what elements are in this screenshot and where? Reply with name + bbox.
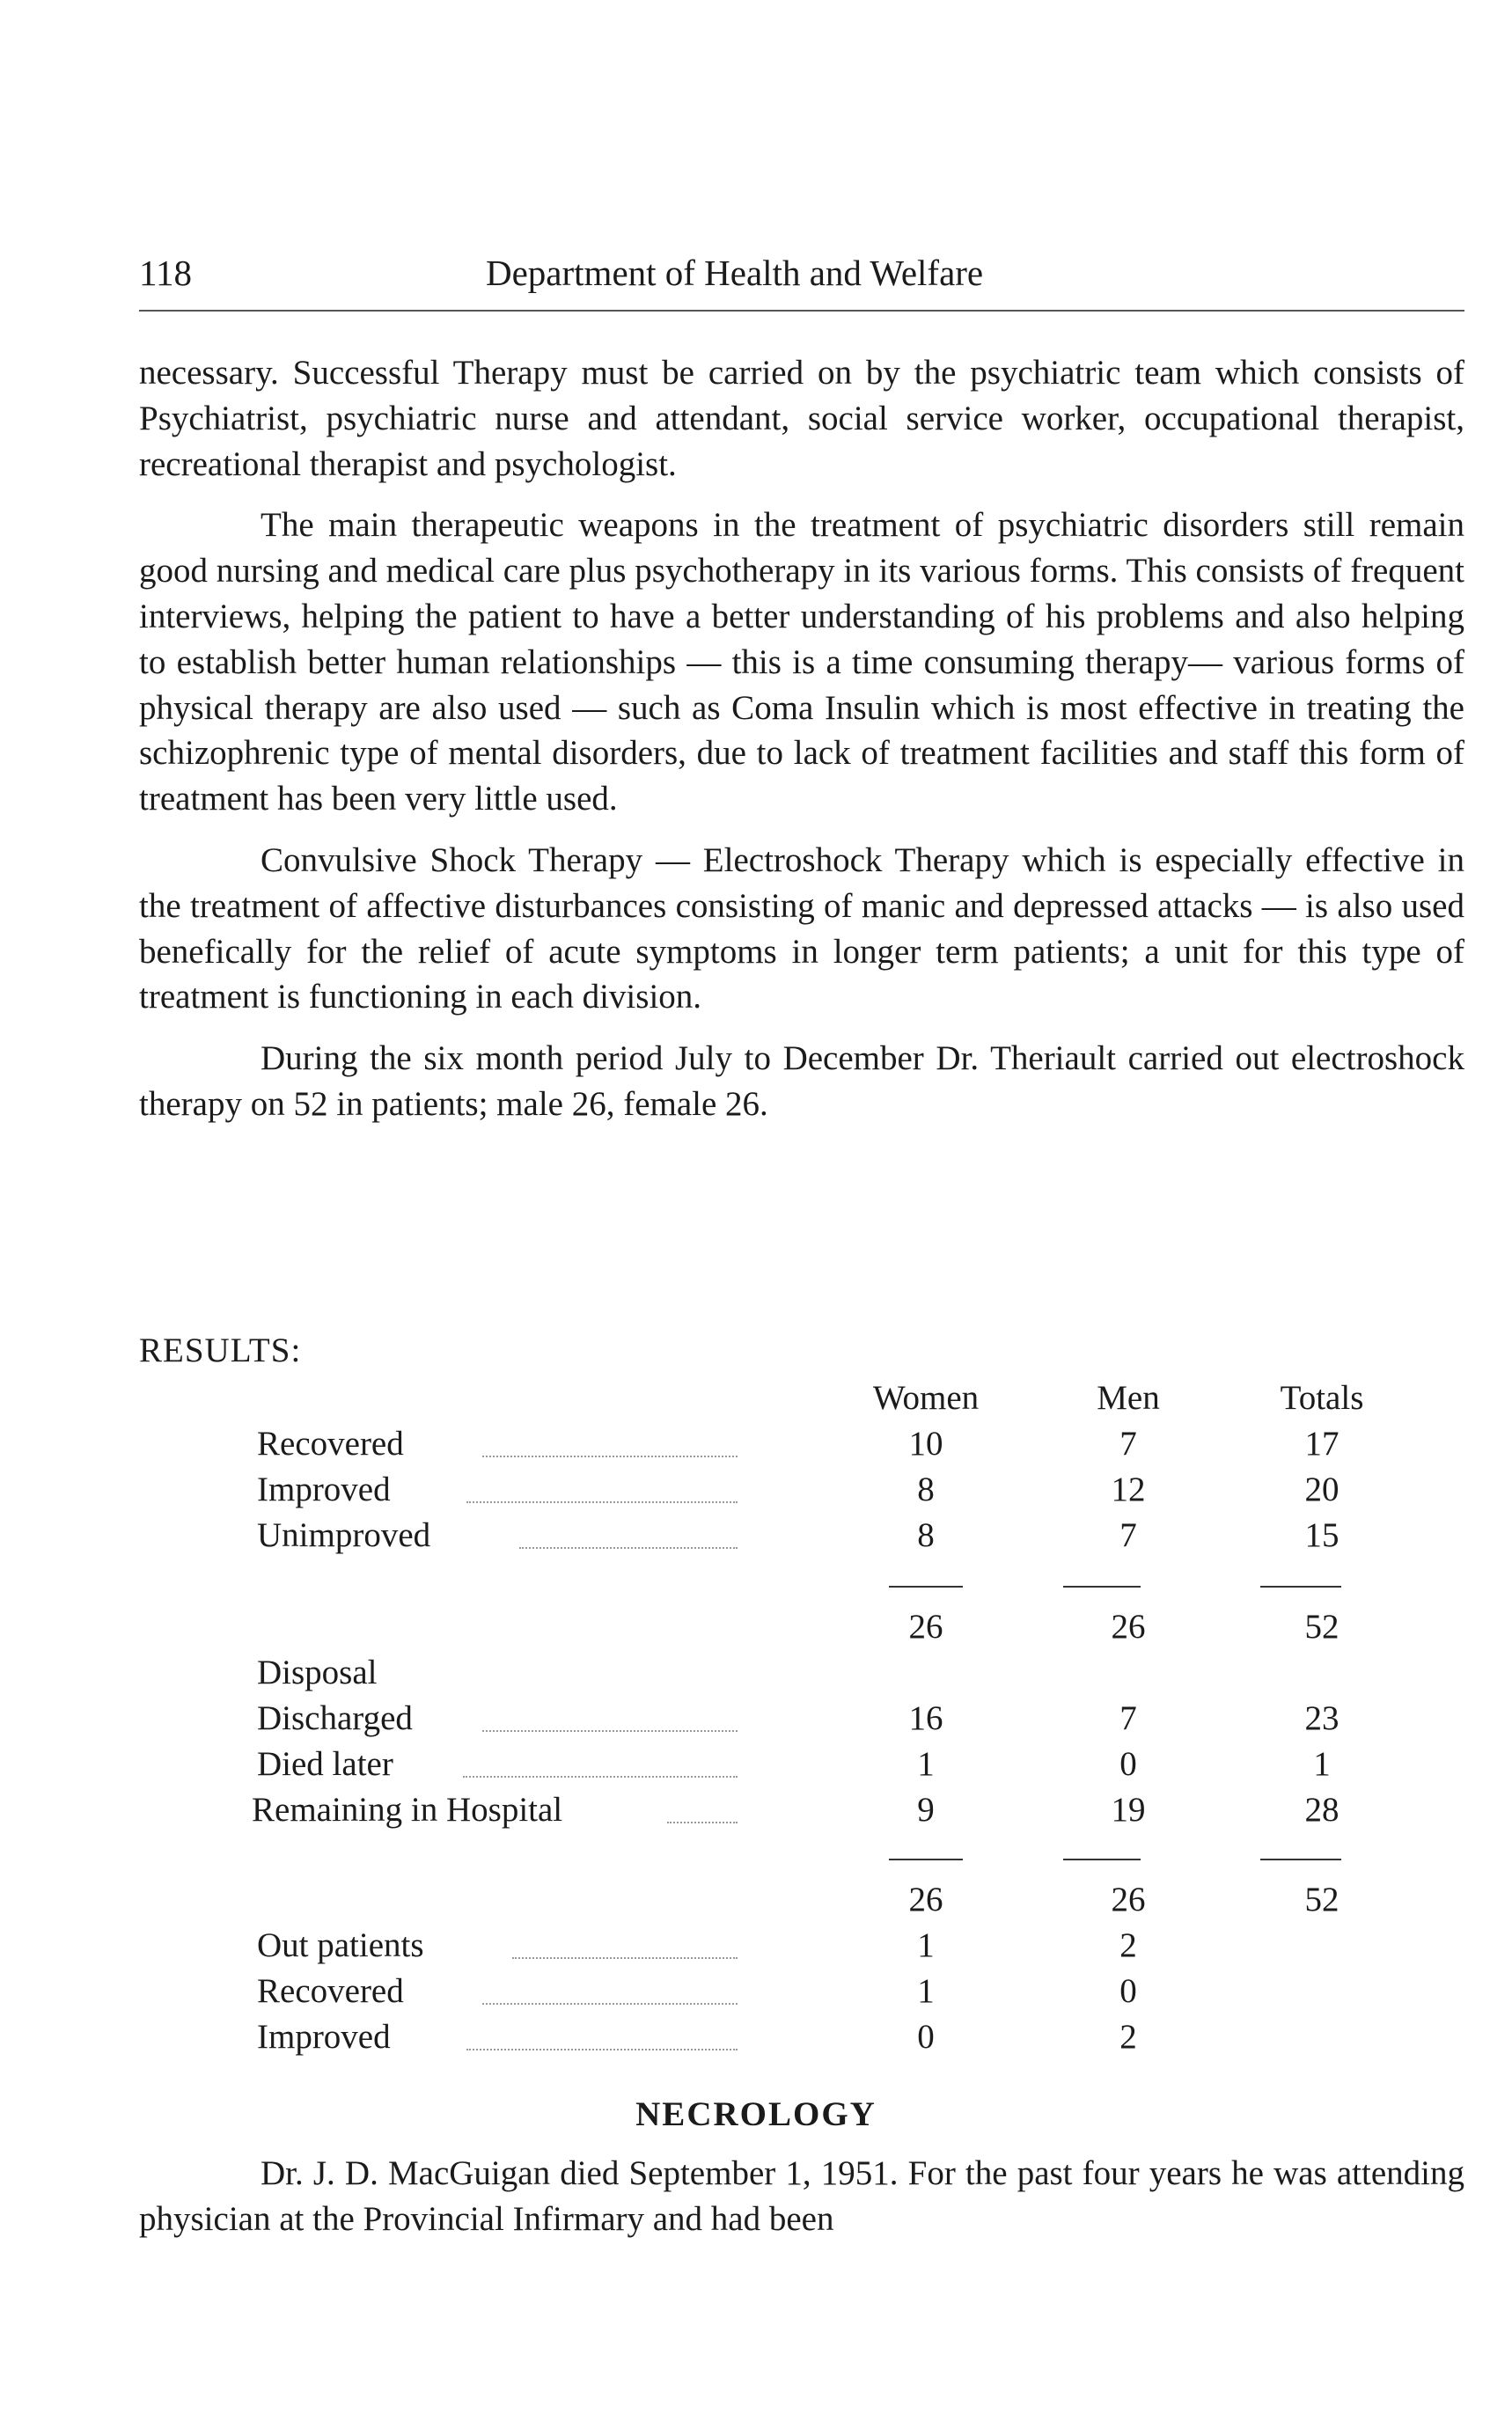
- page-number: 118: [139, 253, 192, 293]
- row-label: Remaining in Hospital: [252, 1791, 563, 1829]
- row-label: Improved: [257, 1471, 391, 1508]
- paragraph-therapeutic-weapons: The main therapeutic weapons in the treatment of psychiatric disorders still remain good nursing and medical care plus psychotherapy in its various forms. This consists of frequent interviews, helping the patient to have a better understanding of his problems and also helping to establish better human relationships — this is a time consuming therapy— various forms of physical therapy are also used — such as Coma Insulin which is most effective in treating the schizophrenic type of mental disorders, due to lack of treatment facilities and staff this form of treatment has been very little used.: [139, 506, 1464, 818]
- cell-totals: 1: [1313, 1745, 1331, 1783]
- cell-men: 0: [1119, 1745, 1137, 1783]
- cell-men: 7: [1119, 1699, 1137, 1737]
- table-row: [0, 1926, 1512, 1971]
- dot-leader: [466, 2049, 738, 2050]
- row-label: Improved: [257, 2018, 391, 2056]
- cell-men: 7: [1119, 1516, 1137, 1554]
- running-title: Department of Health and Welfare: [486, 253, 984, 293]
- column-header-women: Women: [872, 1379, 980, 1417]
- table-total-row: [0, 1607, 1512, 1653]
- cell-men: 0: [1119, 1972, 1137, 2010]
- cell-men: 12: [1111, 1471, 1146, 1508]
- table-row: [0, 1424, 1512, 1470]
- total-men: 26: [1111, 1608, 1146, 1646]
- dot-leader: [466, 1501, 738, 1503]
- row-label: Out patients: [257, 1926, 424, 1964]
- total-totals: 52: [1304, 1881, 1340, 1918]
- row-label: Recovered: [257, 1425, 404, 1463]
- cell-women: 10: [908, 1425, 943, 1463]
- dot-leader: [482, 2003, 738, 2005]
- table-row: [0, 1790, 1512, 1836]
- cell-women: 9: [917, 1791, 935, 1829]
- cell-women: 1: [917, 1926, 935, 1964]
- total-totals: 52: [1304, 1608, 1340, 1646]
- necrology-paragraph: Dr. J. D. MacGuigan died September 1, 1951. For the past four years he was attending physician at the Provincial Infirmary and had been: [139, 2154, 1464, 2238]
- row-label: Recovered: [257, 1972, 404, 2010]
- cell-men: 7: [1119, 1425, 1137, 1463]
- sum-rule: [1260, 1586, 1341, 1588]
- table-total-row: [0, 1880, 1512, 1926]
- cell-totals: 15: [1304, 1516, 1340, 1554]
- cell-men: 2: [1119, 2018, 1137, 2056]
- cell-women: 16: [908, 1699, 943, 1737]
- cell-totals: 28: [1304, 1791, 1340, 1829]
- dot-leader: [482, 1730, 738, 1732]
- table-row: [0, 1971, 1512, 2017]
- dot-leader: [667, 1822, 738, 1823]
- sum-rule: [1260, 1859, 1341, 1860]
- disposal-label: Disposal: [257, 1654, 378, 1691]
- cell-totals: 20: [1304, 1471, 1340, 1508]
- cell-women: 1: [917, 1972, 935, 2010]
- cell-women: 0: [917, 2018, 935, 2056]
- dot-leader: [463, 1776, 738, 1778]
- paragraph-continuation: necessary. Successful Therapy must be carried on by the psychiatric team which consists of Psychiatrist, psychiatric nurse and attendant, social service worker, occupational therapist, recreational therapist and psychologist.: [139, 354, 1464, 483]
- cell-women: 1: [917, 1745, 935, 1783]
- column-header-totals: Totals: [1280, 1379, 1364, 1417]
- sum-rule: [1063, 1586, 1141, 1588]
- total-women: 26: [908, 1608, 943, 1646]
- disposal-label-row: [0, 1653, 1512, 1698]
- table-row: [0, 1698, 1512, 1744]
- cell-men: 19: [1111, 1791, 1146, 1829]
- sum-rule: [1063, 1859, 1141, 1860]
- row-label: Unimproved: [257, 1516, 431, 1554]
- paragraph-electroshock-count: During the six month period July to December Dr. Theriault carried out electroshock therapy on 52 in patients; male 26, female 26.: [139, 1039, 1464, 1123]
- dot-leader: [482, 1456, 738, 1457]
- cell-men: 2: [1119, 1926, 1137, 1964]
- row-label: Died later: [257, 1745, 393, 1783]
- dot-leader: [512, 1957, 738, 1959]
- dot-leader: [519, 1547, 738, 1549]
- necrology-heading: NECROLOGY: [635, 2095, 877, 2133]
- cell-totals: 23: [1304, 1699, 1340, 1737]
- necrology-text: [139, 2151, 1464, 2242]
- cell-totals: 17: [1304, 1425, 1340, 1463]
- table-row: [0, 1744, 1512, 1790]
- table-row: [0, 1515, 1512, 1561]
- cell-women: 8: [917, 1471, 935, 1508]
- total-women: 26: [908, 1881, 943, 1918]
- sum-rule: [889, 1586, 963, 1588]
- sum-rule: [889, 1859, 963, 1860]
- table-row: [0, 1470, 1512, 1515]
- row-label: Discharged: [257, 1699, 413, 1737]
- body-text: [139, 350, 1464, 1143]
- cell-women: 8: [917, 1516, 935, 1554]
- total-men: 26: [1111, 1881, 1146, 1918]
- header-rule: [139, 310, 1464, 312]
- column-header-men: Men: [1097, 1379, 1160, 1417]
- results-heading: RESULTS:: [139, 1331, 302, 1369]
- table-row: [0, 2017, 1512, 2063]
- paragraph-convulsive-shock: Convulsive Shock Therapy — Electroshock Therapy which is especially effective in the treatment of affective disturbances consisting of manic and depressed attacks — is also used benefically for the relief of acute symptoms in longer term patients; a unit for this type of treatment is functioning in each division.: [139, 840, 1464, 1016]
- page-header: [139, 252, 1464, 304]
